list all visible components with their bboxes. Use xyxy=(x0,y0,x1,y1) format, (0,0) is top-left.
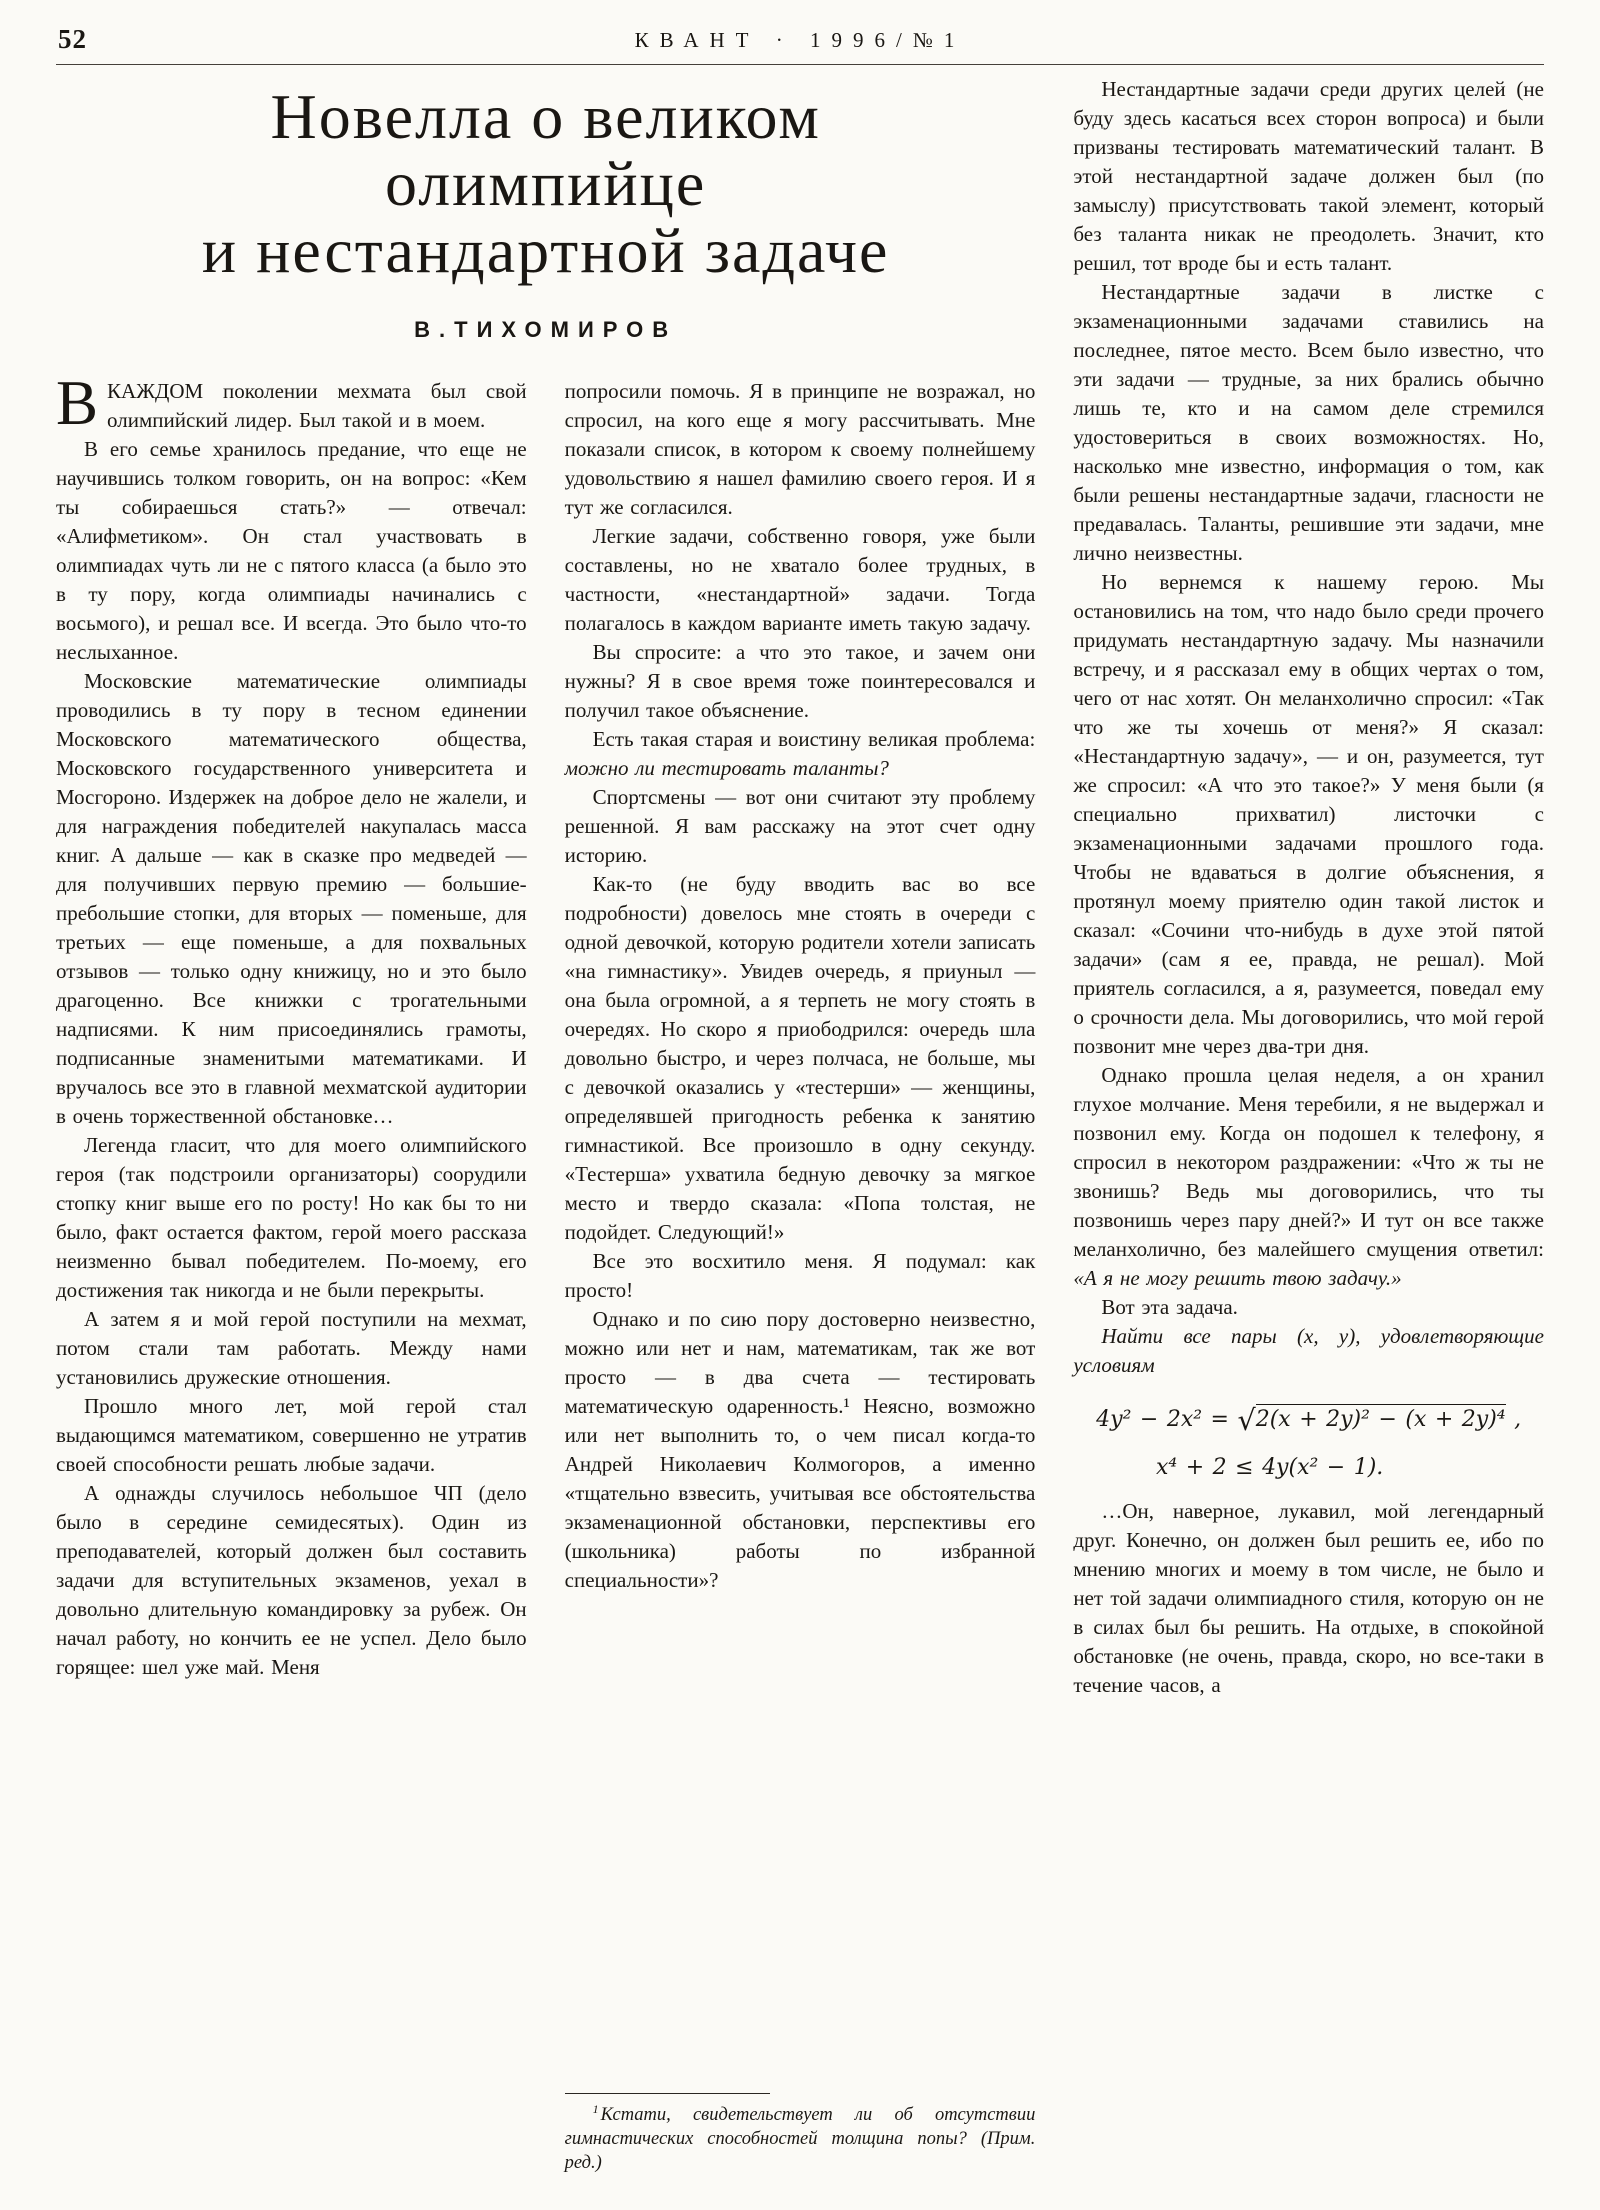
paragraph: …Он, наверное, лукавил, мой легендарный друг. Конечно, он должен был решить ее, ибо по мнению многих и моему в том числе, не было и нет той задачи олимпиадного стиля, которую он не в силах был бы решить. На отдыхе, в спокойной обстановке (не очень, правда, скоро, но все-таки в течение часов, а xyxy=(1073,1498,1544,1697)
paragraph: Однако и по сию пору достоверно неизвестно, можно или нет и нам, математикам, так же вот просто — в два счета — тестировать математическую одаренность.¹ Неясно, возможно или нет выполнить то, о чем писал когда-то Андрей Николаевич Колмогоров, а именно «тщательно взвесить, учитывая все обстоятельства экзаменационной обстановки, перспективы его (школьника) работы по избранной специальности»? xyxy=(564,1306,1036,1592)
opening-paragraph xyxy=(56,367,527,438)
paragraph: Прошло много лет, мой герой стал выдающимся математиком, совершенно не утратив своей способности решать любые задачи. xyxy=(56,1393,527,1476)
article-head xyxy=(56,75,1035,377)
paragraph: Легенда гласит, что для моего олимпийского героя (так подстроили организаторы) соорудили стопку книг выше его по росту! Но как бы то ни было, факт остается фактом, герой моего рассказа неизменно бывал победителем. По-моему, его достижения так никогда и не были перекрыты. xyxy=(56,1132,527,1302)
column-3-paragraphs-bottom xyxy=(1073,1497,1544,1700)
title-line: олимпийце xyxy=(385,148,707,220)
paragraph: Все это восхитило меня. Я подумал: как просто! xyxy=(564,1248,1036,1302)
article-author: В.ТИХОМИРОВ xyxy=(414,316,678,342)
equation-1 xyxy=(1073,1398,1544,1444)
title-line: Новелла о великом xyxy=(270,81,821,152)
page-header xyxy=(56,22,1544,60)
paragraph: Но вернемся к нашему герою. Мы остановились на том, что надо было среди прочего придумать нестандартную задачу. Мы назначили встречу, и я рассказал ему в общих чертах о том, чего от нас хотят. Он меланхолично спросил: «Так что же ты хочешь от меня?» Я сказал: «Нестандартную задачу», — и он, разумеется, тут же спросил: «А что это такое?» У меня были (я специально прихватил) листочки с экзаменационными задачами прошлого года. Чтобы не вдаваться в долгие объяснения, я протянул моему приятелю один такой листок и сказал: «Сочини что-нибудь в духе этой пятой задачи» (сам я ее, правда, не решал). Мой приятель согласился, а я, разумеется, поведал ему о срочности дела. Мы договорились, что мой герой позвонит мне через два-три дня. xyxy=(1073,570,1544,1058)
equation-1-tail: , xyxy=(1505,1407,1522,1432)
paragraph: А затем я и мой герой поступили на мехмат, потом стали там работать. Между нами установились дружеские отношения. xyxy=(56,1306,527,1389)
paragraph: Как-то (не буду вводить вас во все подробности) довелось мне стоять в очереди с одной девочкой, которую родители хотели записать «на гимнастику». Увидев очередь, я приуныл — она была огромной, а я терпеть не могу стоять в очередях. Но скоро я приободрился: очередь шла довольно быстро, и через полчаса, не больше, мы с девочкой оказались у «тестерши» — женщины, определявшей пригодность ребенка к занятию гимнастикой. Все произошло в одну секунду. «Тестерша» ухватила бедную девочку за мягкое место и твердо сказала: «Попа толстая, не подойдет. Следующий!» xyxy=(564,871,1036,1244)
paragraph: Нестандартные задачи в листке с экзаменационными задачами ставились на последнее, пятое место. Всем было известно, что эти задачи — трудные, за них брались обычно лишь те, кто и на самом деле стремился удостовериться в своих возможностях. Но, насколько мне известно, информация о том, как были решены нестандартные задачи, гласности не предавалась. Таланты, решившие эти задачи, мне лично неизвестны. xyxy=(1073,280,1544,565)
drop-cap: В xyxy=(56,367,99,438)
journal-title: КВАНТ · 1996/№1 xyxy=(634,28,966,52)
paragraph: Московские математические олимпиады проводились в ту пору в тесном единении Московского математического общества, Московского государственного университета и Мосгороно. Издержек на доброе дело не жалели, и для награждения победителей накупалась масса книг. А дальше — как в сказке про медведей — для получивших первую премию — большие-пребольшие стопки, для вторых — поменьше, для третьих — еще поменьше, а для похвальных отзывов — только одну книжицу, но и это было драгоценно. Все книжки с трогательными надписями. К ним присоединялись грамоты, подписанные знаменитыми математиками. И вручалось все это в главной мехматской аудитории в очень торжественной обстановке… xyxy=(56,668,527,1128)
column-3 xyxy=(1073,75,1544,2175)
paragraph: Легкие задачи, собственно говоря, уже были составлены, но не хватало более трудных, в частности, «нестандартной» задачи. Тогда полагалось в каждом варианте иметь такую задачу. xyxy=(564,523,1036,635)
paragraph: Нестандартные задачи среди других целей (не буду здесь касаться всех сторон вопроса) и были призваны тестировать математический талант. В этой нестандартной задаче должен был (по замыслу) присутствовать такой элемент, который без таланта никак не преодолеть. Значит, кто решил, тот вроде бы и есть талант. xyxy=(1073,77,1544,275)
article-title xyxy=(56,83,1035,285)
equation-1-lhs: 4y² − 2x² = xyxy=(1096,1407,1238,1432)
column-3-paragraphs-top xyxy=(1073,75,1544,1380)
equation-block xyxy=(1073,1398,1544,1485)
paragraph: Вы спросите: а что это такое, и зачем они нужны? Я в свое время тоже поинтересовался и получил такое объяснение. xyxy=(564,639,1036,722)
column-1-paragraphs xyxy=(56,435,527,1682)
paragraph: В его семье хранилось предание, что еще не научившись толком говорить, он на вопрос: «Кем ты собираешься стать?» — отвечал: «Алифметиком». Он стал участвовать в олимпиадах чуть ли не с пятого класса (а было это в ту пору, когда олимпиады начинались с восьмого), и решал все. И всегда. Это было что-то неслыханное. xyxy=(56,436,527,664)
column-2 xyxy=(565,377,1036,2175)
column-2-paragraphs xyxy=(565,377,1036,1595)
paragraph: Вот эта задача. xyxy=(1101,1295,1238,1319)
footnote-paragraph xyxy=(565,2103,1036,2175)
article xyxy=(56,75,1544,2175)
paragraph: Спортсмены — вот они считают эту проблему решенной. Я вам расскажу на этот счет одну историю. xyxy=(564,784,1036,867)
paragraph: Найти все пары (x, y), удовлетворяющие условиям xyxy=(1073,1324,1544,1377)
footnote-text: Кстати, свидетельствует ли об отсутствии гимнастических способностей толщина попы? (Прим. ред.) xyxy=(564,2105,1036,2173)
equation-2: x⁴ + 2 ≤ 4y(x² − 1). xyxy=(1156,1454,1384,1480)
footnote xyxy=(565,2093,1036,2175)
paragraph: Есть такая старая и воистину великая проблема: можно ли тестировать таланты? xyxy=(564,726,1036,780)
radical-sign: √ xyxy=(1237,1403,1256,1437)
title-line: и нестандартной задаче xyxy=(201,215,890,287)
opening-text: КАЖДОМ поколении мехмата был свой олимпийский лидер. Был такой и в моем. xyxy=(107,378,527,432)
equation-1-radicand: 2(x + 2y)² − (x + 2y)⁴ xyxy=(1256,1404,1506,1432)
footnote-separator xyxy=(565,2093,770,2094)
paragraph: Однако прошла целая неделя, а он хранил глухое молчание. Меня теребили, я не выдержал и позвонил ему. Когда он подошел к телефону, я спросил в некотором раздражении: «Что ж ты не звонишь? Ведь мы договорились, что ты позвонишь через пару дней?» И тут он все также меланхолично, без малейшего смущения ответил: «А я не могу решить твою задачу.» xyxy=(1073,1063,1544,1290)
header-rule xyxy=(56,64,1544,65)
paragraph: А однажды случилось небольшое ЧП (дело было в середине семидесятых). Один из преподавателей, который должен был составить задачи для вступительных экзаменов, уехал в довольно длительную командировку за рубеж. Он начал работу, но кончить ее не успел. Дело было горящее: шел уже май. Меня xyxy=(56,1480,527,1679)
page-number: 52 xyxy=(58,24,87,54)
column-1 xyxy=(56,367,527,2175)
paragraph: попросили помочь. Я в принципе не возражал, но спросил, на кого еще я могу рассчитывать. Мне показали список, в котором к своему полнейшему удовольствию я нашел фамилию своего героя. И я тут же согласился. xyxy=(564,378,1036,519)
footnote-marker: 1 xyxy=(592,2101,599,2116)
